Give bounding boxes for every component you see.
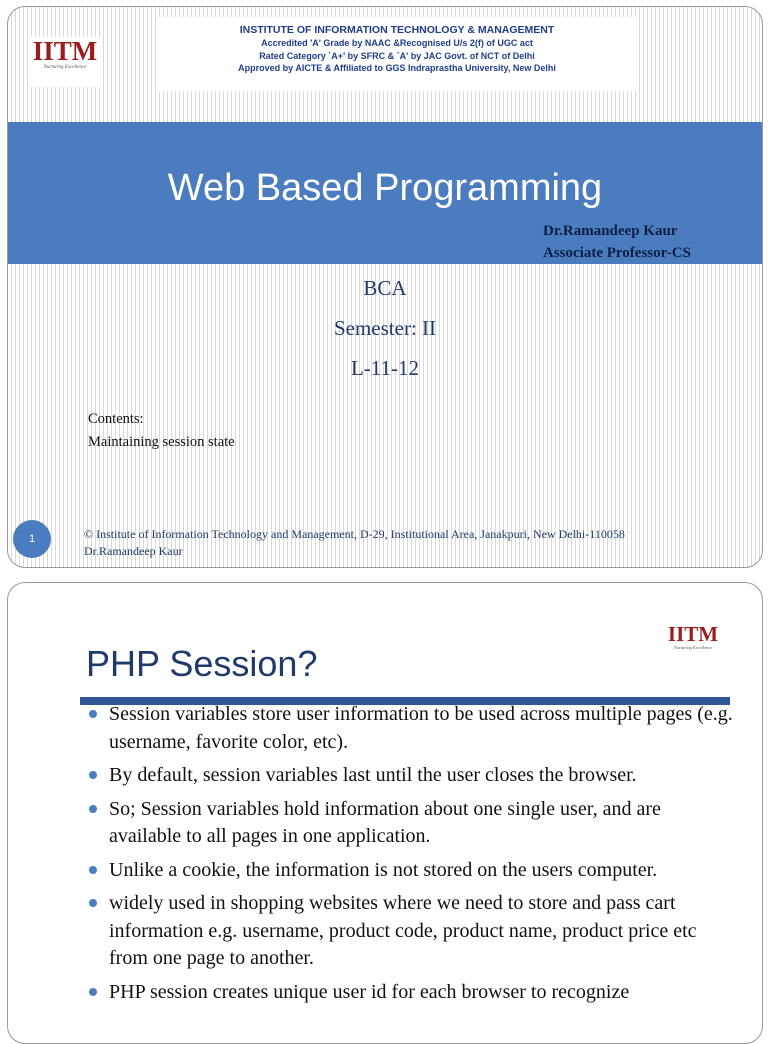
list-item	[84, 701, 734, 756]
bullet-text: PHP session creates unique user id for each browser to recognize	[109, 980, 630, 1003]
logo-tagline: Nurturing Excellence	[673, 645, 713, 650]
bullet-text: By default, session variables last until the user closes the browser.	[109, 764, 637, 786]
semester-label: Semester: II	[333, 316, 437, 340]
iitm-logo	[658, 623, 728, 657]
footer-address: © Institute of Information Technology and Management, D-29, Institutional Area, Janakpuri, New Delhi-110058	[84, 527, 625, 541]
slide-title: Web Based Programming	[167, 167, 603, 209]
slide-title: PHP Session?	[86, 643, 318, 684]
list-item	[84, 890, 734, 973]
bullet-icon	[89, 899, 97, 907]
approval-line: Approved by AICTE & Affiliated to GGS Indraprastha University, New Delhi	[238, 63, 556, 73]
bullet-text: So; Session variables hold information about one single user, and are available to all pages in one application.	[109, 797, 661, 847]
slide-1	[7, 6, 763, 568]
list-item	[84, 762, 734, 790]
slide-2	[7, 582, 763, 1044]
footer-author: Dr.Ramandeep Kaur	[84, 544, 183, 558]
bullet-text: widely used in shopping websites where we need to store and pass cart information e.g. username, product code, product name, product price etc from one page to another.	[109, 892, 697, 969]
lecture-label: L-11-12	[350, 356, 420, 380]
bullet-icon	[89, 710, 97, 718]
institute-header	[158, 17, 636, 91]
footer	[84, 526, 625, 560]
author-role: Associate Professor-CS	[543, 245, 691, 261]
logo-tagline: Nurturing Excellence	[43, 65, 87, 70]
iitm-logo	[30, 37, 100, 87]
institute-name: INSTITUTE OF INFORMATION TECHNOLOGY & MANAGEMENT	[239, 24, 555, 36]
contents-label: Contents:	[88, 411, 144, 427]
author-block	[543, 220, 691, 264]
author-name: Dr.Ramandeep Kaur	[543, 223, 678, 239]
list-item	[84, 979, 734, 1007]
bullet-icon	[89, 805, 97, 813]
bullet-icon	[89, 988, 97, 996]
accreditation-line: Accredited 'A' Grade by NAAC &Recognised U/s 2(f) of UGC act	[261, 38, 533, 48]
course-label: BCA	[363, 276, 407, 300]
logo-text: IITM	[32, 36, 98, 66]
logo-text: IITM	[667, 622, 719, 646]
page-number-badge: 1	[13, 520, 51, 558]
bullet-icon	[89, 866, 97, 874]
bullet-text: Unlike a cookie, the information is not stored on the users computer.	[109, 858, 658, 881]
bullet-icon	[89, 771, 97, 779]
list-item	[84, 796, 734, 851]
contents-item: Maintaining session state	[88, 434, 235, 450]
contents-block	[88, 408, 235, 454]
rating-line: Rated Category `A+' by SFRC & `A' by JAC Govt. of NCT of Delhi	[259, 50, 535, 61]
bullet-list	[84, 701, 734, 1012]
list-item	[84, 857, 734, 885]
bullet-text: Session variables store user information to be used across multiple pages (e.g. username, favorite color, etc).	[109, 703, 733, 753]
